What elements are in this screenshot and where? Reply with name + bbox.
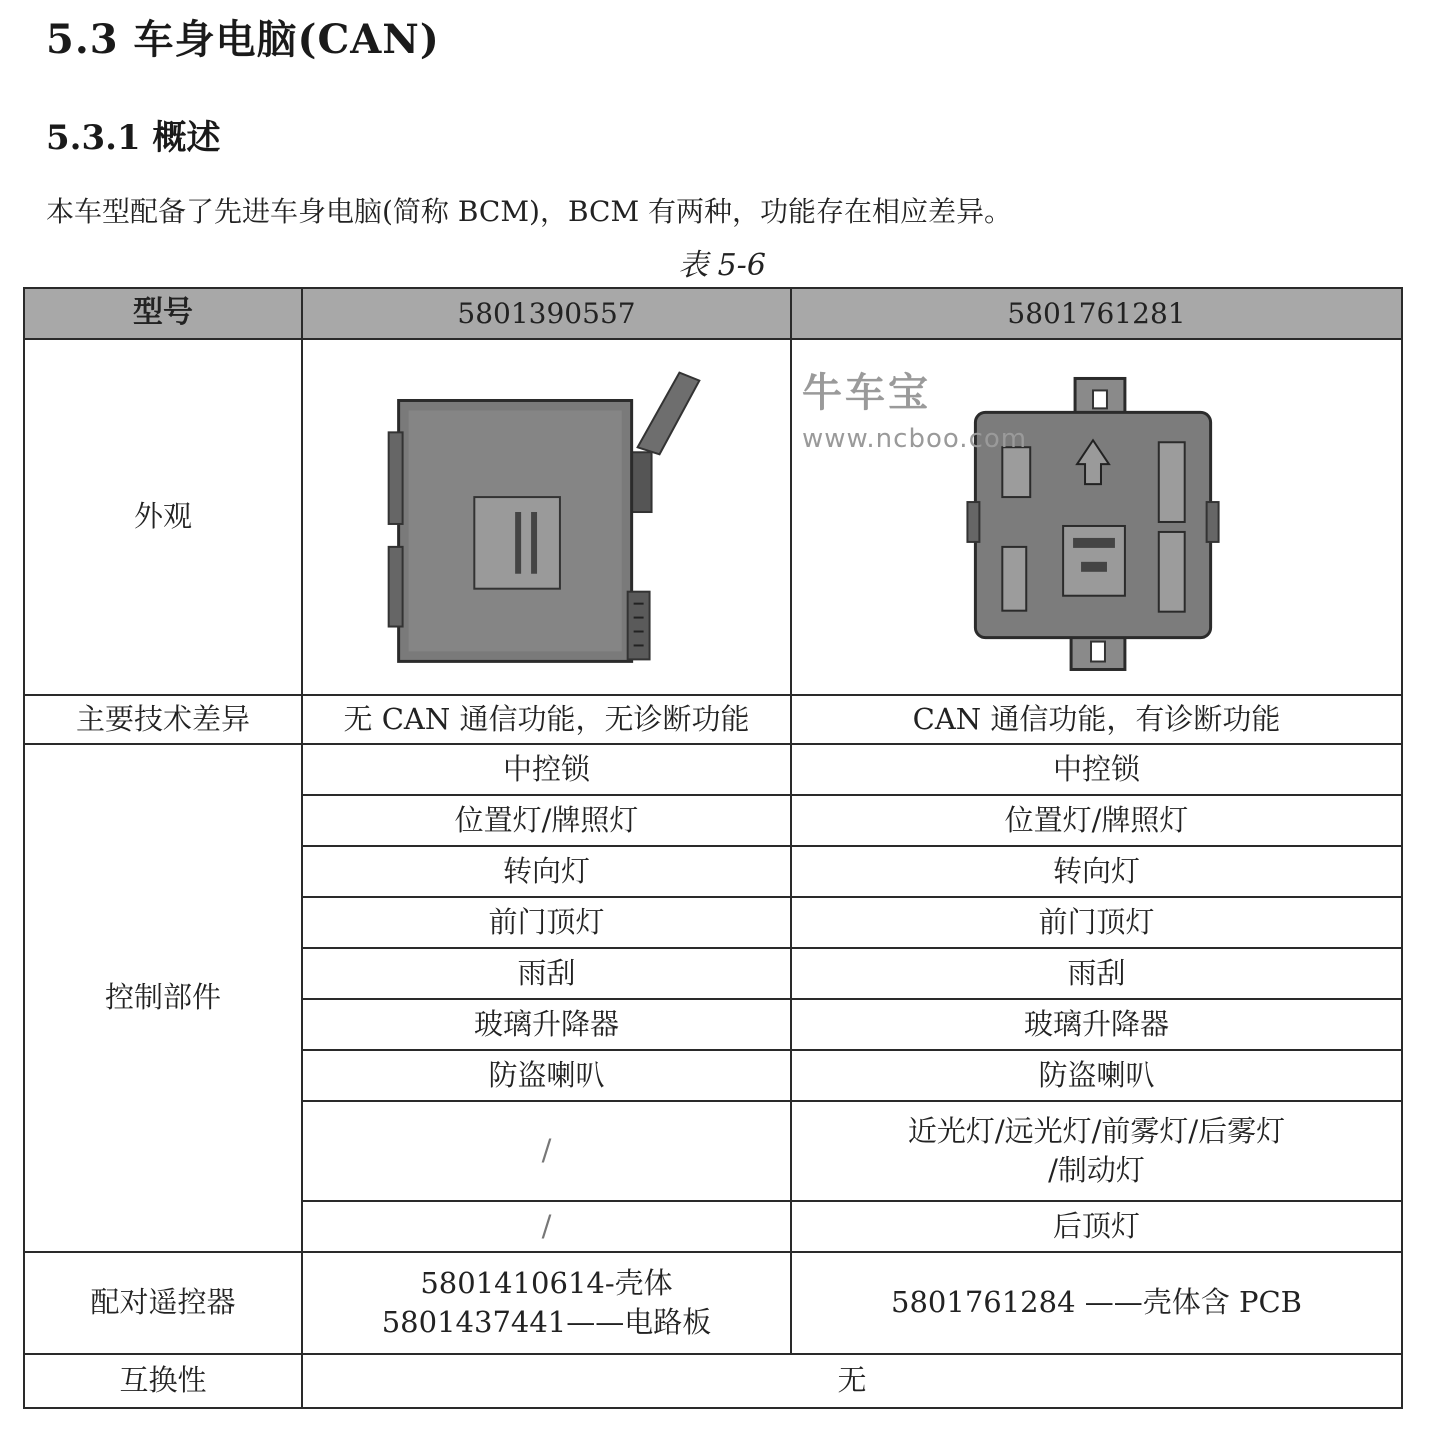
parts-label: 控制部件 (24, 744, 302, 1252)
watermark-brand: 牛车宝 (802, 370, 931, 416)
diff-a: 无 CAN 通信功能，无诊断功能 (302, 695, 791, 744)
appearance-row (24, 339, 1402, 695)
part-a: 中控锁 (302, 744, 791, 795)
diff-row (24, 695, 1402, 744)
remote-a-line2: 5801437441——电路板 (381, 1305, 712, 1339)
part-b: 前门顶灯 (791, 897, 1402, 948)
swap-row (24, 1354, 1402, 1408)
appearance-b-cell (791, 339, 1402, 695)
model-b: 5801761281 (791, 288, 1402, 339)
appearance-label: 外观 (24, 339, 302, 695)
bcm-a-image (309, 342, 784, 692)
part-a: 防盗喇叭 (302, 1050, 791, 1101)
part-a: 前门顶灯 (302, 897, 791, 948)
watermark (802, 366, 1027, 457)
part-a: 转向灯 (302, 846, 791, 897)
part-b-line2: /制动灯 (1048, 1153, 1145, 1187)
remote-b: 5801761284 ——壳体含 PCB (791, 1252, 1402, 1354)
swap-label: 互换性 (24, 1354, 302, 1408)
part-a: / (302, 1201, 791, 1252)
part-b: 防盗喇叭 (791, 1050, 1402, 1101)
intro-paragraph: 本车型配备了先进车身电脑(简称 BCM)，BCM 有两种，功能存在相应差异。 (46, 195, 1013, 228)
diff-label: 主要技术差异 (24, 695, 302, 744)
model-a: 5801390557 (302, 288, 791, 339)
part-b: 位置灯/牌照灯 (791, 795, 1402, 846)
part-b: 中控锁 (791, 744, 1402, 795)
part-b-line1: 近光灯/远光灯/前雾灯/后雾灯 (907, 1113, 1286, 1148)
subsection-heading: 5.3.1 概述 (46, 118, 221, 158)
part-a: 雨刮 (302, 948, 791, 999)
remote-row (24, 1252, 1402, 1354)
model-label: 型号 (24, 288, 302, 339)
part-b: 玻璃升降器 (791, 999, 1402, 1050)
part-a: / (302, 1101, 791, 1201)
table-caption: 表 5-6 (678, 248, 766, 283)
part-row (24, 744, 1402, 795)
bcm-comparison-table (23, 287, 1403, 1409)
part-b (791, 1101, 1402, 1201)
table-header-row (24, 288, 1402, 339)
section-heading: 5.3 车身电脑(CAN) (46, 16, 440, 63)
part-b: 雨刮 (791, 948, 1402, 999)
swap-value: 无 (302, 1354, 1402, 1408)
part-a: 玻璃升降器 (302, 999, 791, 1050)
appearance-a-cell (302, 339, 791, 695)
remote-label: 配对遥控器 (24, 1252, 302, 1354)
remote-a-line1: 5801410614-壳体 (420, 1265, 673, 1300)
watermark-url: www.ncboo.com (802, 424, 1028, 454)
remote-a (302, 1252, 791, 1354)
part-a: 位置灯/牌照灯 (302, 795, 791, 846)
diff-b: CAN 通信功能，有诊断功能 (791, 695, 1402, 744)
part-b: 转向灯 (791, 846, 1402, 897)
part-b: 后顶灯 (791, 1201, 1402, 1252)
